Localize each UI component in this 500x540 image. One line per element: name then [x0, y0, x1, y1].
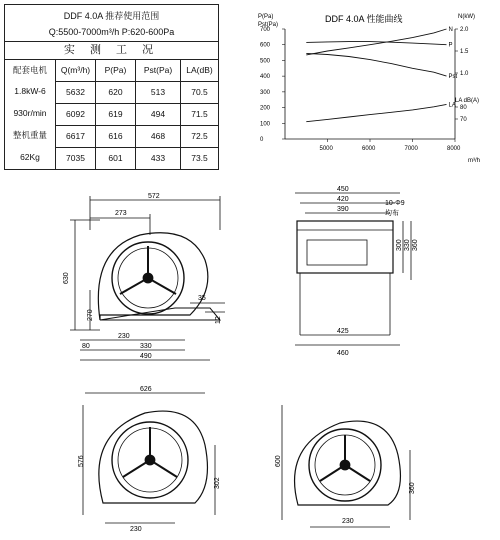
dim-630: 630 [63, 272, 70, 284]
dim-420: 420 [337, 196, 349, 203]
table-cell: 468 [135, 125, 180, 147]
dim-273: 273 [115, 210, 127, 217]
y-right-la-tick-label: 70 [460, 117, 467, 123]
dim-80: 80 [82, 343, 90, 350]
y-right-tick-label: 2.0 [460, 27, 469, 33]
y-left-tick-label: 0 [260, 137, 264, 143]
dim-425: 425 [337, 328, 349, 335]
table-cell: 513 [135, 81, 180, 103]
dim-230-br: 230 [342, 518, 354, 525]
hole-note: 10-Φ9 [385, 200, 405, 207]
dim-572: 572 [148, 193, 160, 200]
table-cell: 5632 [55, 81, 95, 103]
y-left-tick-label: 500 [260, 58, 271, 65]
series-label-pst: Pst [448, 74, 458, 81]
series-label-la: LA [448, 102, 456, 109]
table-cell: 494 [135, 103, 180, 125]
y-left-tick-label: 300 [260, 89, 271, 96]
dim-270: 270 [87, 309, 94, 321]
y-left-tick-label: 400 [260, 74, 271, 81]
right-axis-label-bottom: LA dB(A) [455, 98, 480, 104]
table-cell: 601 [95, 147, 135, 169]
side-label: 62Kg [20, 152, 40, 162]
table-title-line2: Q:5500-7000m³/h P:620-600Pa [48, 27, 175, 37]
chart-title: DDF 4.0A 性能曲线 [325, 14, 403, 24]
series-line-p [306, 42, 446, 45]
side-label: 930r/min [13, 108, 47, 118]
side-label: 整机重量 [12, 130, 47, 140]
dim-330: 330 [140, 343, 152, 350]
table-title-line1: DDF 4.0A 推荐使用范围 [63, 11, 160, 21]
col-header: P(Pa) [95, 60, 135, 81]
chart-plot-area [260, 27, 469, 152]
dim-626: 626 [140, 386, 152, 393]
dim-35: 35 [198, 295, 206, 302]
dim-600: 600 [275, 455, 282, 467]
dim-360: 360 [412, 239, 419, 251]
bottom-left-drawing [75, 385, 235, 535]
table-subtitle: 实 测 工 况 [5, 42, 218, 60]
left-axis-label-1: P(Pa) [258, 14, 274, 20]
dim-490: 490 [140, 353, 152, 360]
col-header: Q(m³/h) [55, 60, 95, 81]
bottom-right-drawing [270, 395, 430, 535]
x-axis-label: m³/h [468, 158, 480, 164]
y-left-tick-label: 600 [260, 42, 271, 49]
table-cell: 72.5 [180, 125, 218, 147]
dim-300: 300 [396, 239, 403, 251]
col-header: Pst(Pa) [135, 60, 180, 81]
table-cell: 7035 [55, 147, 95, 169]
series-line-pst [306, 53, 446, 76]
y-left-tick-label: 200 [260, 105, 271, 112]
dim-390: 390 [337, 206, 349, 213]
x-tick-label: 5000 [319, 146, 333, 152]
y-left-tick-label: 100 [260, 121, 271, 128]
dim-450: 450 [337, 186, 349, 193]
table-cell: 620 [95, 81, 135, 103]
side-view-drawing [285, 185, 445, 360]
table-title [5, 5, 218, 42]
y-right-la-tick-label: 80 [460, 105, 467, 111]
x-tick-label: 7000 [404, 146, 418, 152]
dim-302: 302 [214, 477, 221, 489]
table-cell: 616 [95, 125, 135, 147]
y-left-tick-label: 700 [260, 27, 271, 33]
table-cell: 71.5 [180, 103, 218, 125]
table-grid [5, 60, 218, 169]
side-label: 1.8kW-6 [14, 86, 46, 96]
y-right-tick-label: 1.0 [460, 71, 469, 77]
performance-table [4, 4, 219, 170]
y-right-tick-label: 1.5 [460, 49, 469, 55]
x-tick-label: 6000 [362, 146, 376, 152]
dim-230: 230 [118, 333, 130, 340]
dim-576: 576 [78, 455, 85, 467]
x-tick-label: 8000 [447, 146, 461, 152]
front-view-drawing [60, 190, 250, 370]
dim-230-bl: 230 [130, 526, 142, 533]
dim-460: 460 [337, 350, 349, 357]
hole-note-uniform: 均布 [385, 210, 399, 217]
table-cell: 70.5 [180, 81, 218, 103]
performance-chart [250, 4, 496, 164]
dim-12: 12 [215, 316, 222, 324]
table-cell: 433 [135, 147, 180, 169]
table-cell: 619 [95, 103, 135, 125]
right-axis-label-top: N(kW) [458, 14, 475, 20]
col-header: LA(dB) [180, 60, 218, 81]
dim-330-side: 330 [404, 239, 411, 251]
dim-360-br: 360 [409, 482, 416, 494]
series-label-p: P [448, 42, 453, 49]
side-label: 配套电机 [12, 65, 47, 75]
table-cell: 73.5 [180, 147, 218, 169]
left-axis-label-2: Pst(Pa) [258, 22, 279, 28]
table-cell: 6617 [55, 125, 95, 147]
table-cell: 6092 [55, 103, 95, 125]
series-line-la [306, 104, 446, 121]
series-label-n: N [448, 27, 453, 33]
